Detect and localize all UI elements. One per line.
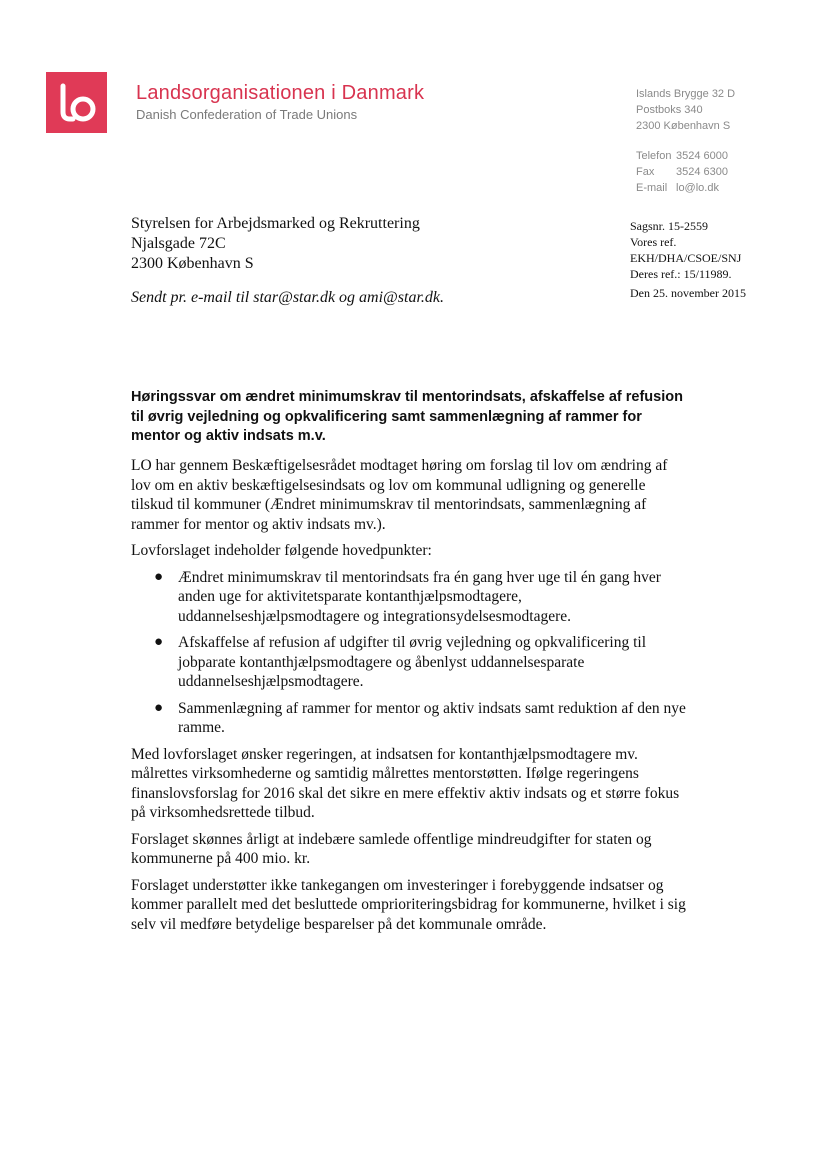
our-reference: EKH/DHA/CSOE/SNJ [630,251,742,265]
main-points-list [131,568,686,738]
contact-value: lo@lo.dk [676,182,719,194]
list-item [154,699,686,738]
contact-phone [636,148,728,164]
letter-subject: Høringssvar om ændret minimumskrav til mentorindsats, afskaffelse af refusion til øvrig vejledning og opkvalificering samt sammenlægning af rammer for mentor og aktiv indsats m.v. [131,389,683,444]
case-number: Sagsnr. 15-2559 [630,219,708,233]
points-intro: Lovforslaget indeholder følgende hovedpunkter: [131,542,432,559]
reference-block [630,218,746,301]
sent-by-email-note: Sendt pr. e-mail til star@star.dk og ami@star.dk. [131,289,444,306]
lo-logo [46,72,107,133]
bullet-icon: ● [154,568,164,585]
lo-logo-mark [46,72,107,133]
list-item [154,568,686,627]
recipient-line: Styrelsen for Arbejdsmarked og Rekruttering [131,215,420,232]
contact-value: 3524 6300 [676,166,728,178]
your-reference: Deres ref.: 15/11989. [630,267,732,281]
body-paragraph: Forslaget understøtter ikke tankegangen om investeringer i forebyggende indsatser og kommer parallelt med det besluttede omprioriteringsbidrag for kommunerne, hvilket i sig selv vil medføre betydelige besparelser på det kommunale område. [131,876,686,933]
organization-name: Landsorganisationen i Danmark [136,82,425,104]
organization-contact [636,148,728,196]
recipient-address [131,214,420,274]
our-reference-label: Vores ref. [630,235,677,249]
contact-label: Telefon [636,150,672,162]
contact-value: 3524 6000 [676,150,728,162]
bullet-icon: ● [154,699,164,716]
list-item-text: Ændret minimumskrav til mentorindsats fra én gang hver uge til én gang hver anden uge for aktivitetsparate kontanthjælpsmodtagere, uddannelseshjælpsmodtagere og integrationsydelsesmodtagere. [178,568,661,625]
contact-email [636,180,728,196]
body-paragraph: Med lovforslaget ønsker regeringen, at indsatsen for kontanthjælpsmodtagere mv. målrettes virksomhederne og samtidig målrettes mentorstøtten. Ifølge regeringens finanslovsforslag for 2016 skal det sikre en mere effektiv aktiv indsats og et større fokus på virksomhedsrettede tilbud. [131,745,680,821]
contact-label: E-mail [636,182,668,194]
intro-paragraph: LO har gennem Beskæftigelsesrådet modtaget høring om forslag til lov om ændring af lov om en aktiv beskæftigelsesindsats og lov om kommunal udligning og generelle tilskud til kommuner (Ændret minimumskrav til mentorindsats, sammenlægning af rammer for mentor og aktiv indsats mv.). [131,457,668,533]
contact-fax [636,164,728,180]
recipient-line: Njalsgade 72C [131,235,226,252]
organization-name-english: Danish Confederation of Trade Unions [136,107,358,122]
address-line: 2300 København S [636,120,731,132]
organization-address [636,86,735,134]
address-line: Postboks 340 [636,104,703,116]
bullet-icon: ● [154,634,164,650]
list-item [154,633,686,692]
letter-body [131,456,686,941]
contact-label: Fax [636,166,655,178]
address-line: Islands Brygge 32 D [636,88,736,100]
body-paragraph: Forslaget skønnes årligt at indebære samlede offentlige mindreudgifter for staten og kommunerne på 400 mio. kr. [131,830,652,867]
letter-date: Den 25. november 2015 [630,286,746,300]
recipient-line: 2300 København S [131,255,254,272]
list-item-text: Afskaffelse af refusion af udgifter til øvrig vejledning og opkvalificering til jobparate kontanthjælpsmodtagere og åbenlyst uddannelsesparate uddannelseshjælpsmodtagere. [178,634,647,690]
list-item-text: Sammenlægning af rammer for mentor og aktiv indsats samt reduktion af den nye ramme. [178,699,686,736]
